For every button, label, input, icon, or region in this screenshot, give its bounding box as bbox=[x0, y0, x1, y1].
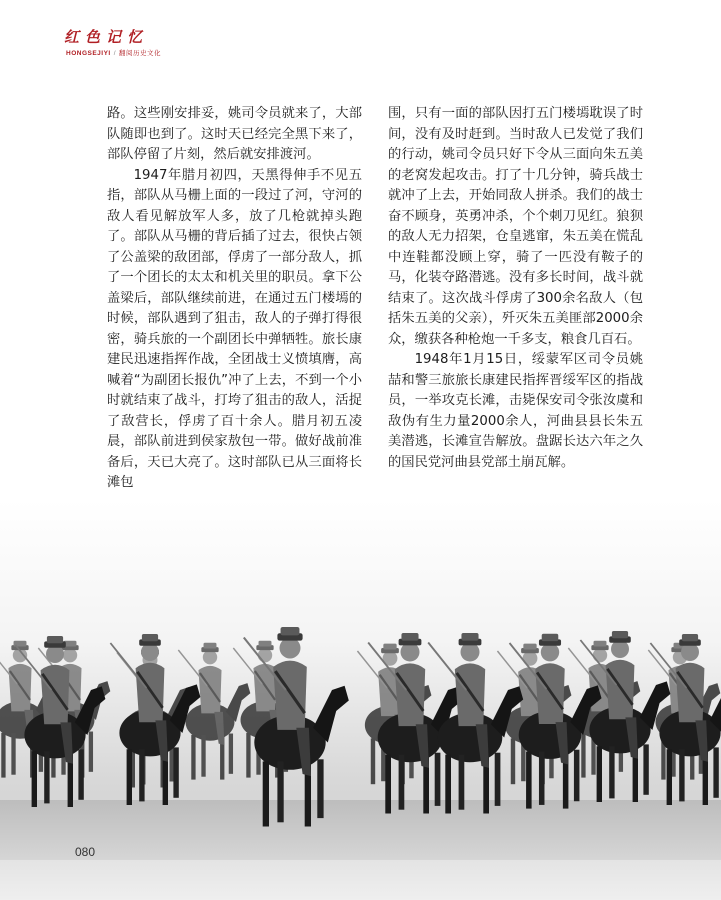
cavalry-parade-photo bbox=[0, 500, 721, 900]
paragraph: 1948年1月15日，绥蒙军区司令员姚喆和警三旅旅长康建民指挥晋绥军区的指战员，一举攻克长滩，击毙保安司令张汝虞和敌伪有生力量2000余人，河曲县县长朱五美潜逃，长滩宣告解放。盘踞长达六年之久的国民党河曲县党部土崩瓦解。 bbox=[388, 352, 643, 470]
section-subtitle-separator: / bbox=[113, 50, 117, 57]
paragraph: 1947年腊月初四，天黑得伸手不见五指，部队从马栅上面的一段过了河，守河的敌人看见解放军人多，放了几枪就掉头跑了。部队从马栅的背后插了过去，很快占领了公盖梁的敌团部，俘虏了一部分敌人，抓了一个团长的太太和机关里的职员。拿下公盖梁后，部队继续前进，在通过五门楼墕的时候，部队遇到了狙击，敌人的子弹打得很密，骑兵旅的一个副团长中弹牺牲。旅长康建民迅速指挥作战，全团战士义愤填膺，高喊着“为副团长报仇”冲了上去，不到一个小时就结束了战斗，打垮了狙击的敌人，活捉了敌营长，俘虏了百十余人。腊月初五凌晨，部队前进到侯家敖包一带。做好战前准备后，天已大亮了。这时部队已从三面将长滩包 bbox=[107, 167, 362, 490]
page-number: 080 bbox=[75, 845, 96, 859]
paragraph: 路。这些刚安排妥，姚司令员就来了，大部队随即也到了。这时天已经完全黑下来了，部队停留了片刻，然后就安排渡河。 bbox=[107, 106, 362, 162]
paragraph: 围，只有一面的部队因打五门楼墕耽误了时间，没有及时赶到。当时敌人已发觉了我们的行动，姚司令员只好下令从三面向朱五美的老窝发起攻击。打了十几分钟，骑兵战士就冲了上去，开始同敌人拼杀。我们的战士奋不顾身，英勇冲杀，个个刺刀见红。狼狈的敌人无力招架，仓皇逃窜，朱五美在慌乱中连鞋都没顾上穿，骑了一匹没有鞍子的马，化装夺路潜逃。没有多长时间，战斗就结束了。这次战斗俘虏了300余名敌人（包括朱五美的父亲），歼灭朱五美匪部2000余众，缴获各种枪炮一千多支，粮食几百石。 bbox=[388, 106, 643, 347]
left-text-column bbox=[107, 104, 362, 494]
section-subtitle bbox=[66, 48, 161, 57]
section-subtitle-pinyin: HONGSEJIYI bbox=[66, 50, 111, 57]
section-title: 红色记忆 bbox=[64, 28, 149, 46]
right-text-column bbox=[388, 104, 643, 473]
section-subtitle-name: 翻阅历史文化 bbox=[119, 50, 162, 57]
page-header bbox=[64, 26, 264, 66]
